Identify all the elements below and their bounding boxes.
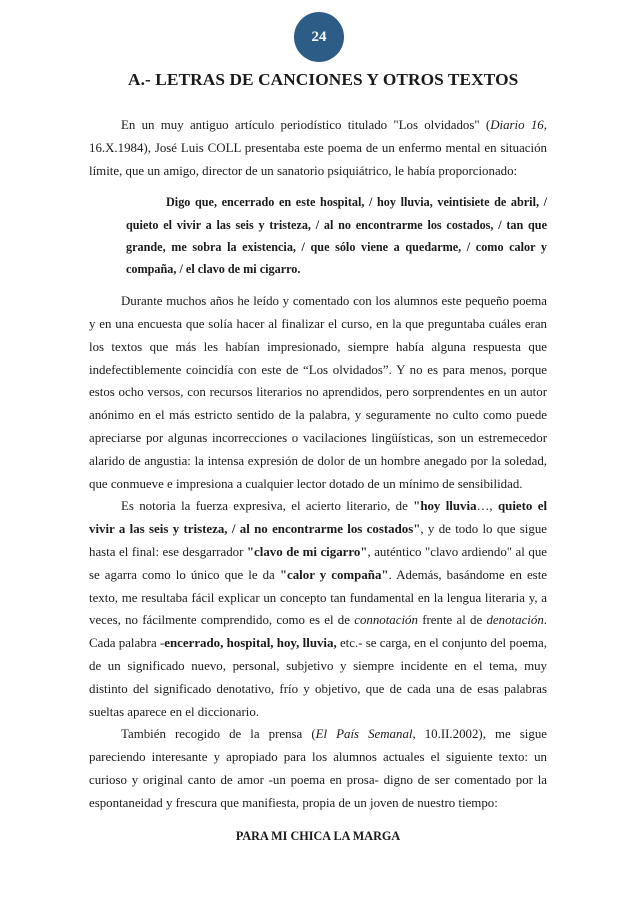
paragraph-4 <box>89 723 547 814</box>
section-heading: A.- LETRAS DE CANCIONES Y OTROS TEXTOS <box>128 70 519 89</box>
p3-k: frente al de <box>417 613 487 628</box>
p1-source: Diario 16 <box>490 118 544 132</box>
p4-source: El País Semanal <box>315 727 413 742</box>
paragraph-1 <box>89 114 547 182</box>
p3-a: Es notoria la fuerza expresiva, el acierto literario, de <box>121 499 414 514</box>
p1-text-a: En un muy antiguo artículo periodístico titulado "Los olvidados" ( <box>121 118 491 132</box>
p1-text-c: , 16.X.1984), José Luis COLL presentaba este poema de un enfermo mental en situación límite, que un amigo, director de un sanatorio psiquiátrico, le había proporcionado: <box>89 118 547 178</box>
p3-d: quieto el vivir a las seis y tristeza, / al no encontrarme los costados" <box>89 499 548 537</box>
body-text <box>89 114 547 847</box>
p3-m: . Cada palabra - <box>89 613 547 651</box>
p3-i: . Además, basándome en este texto, me resultaba fácil explicar un concepto tan fundamental en la lengua literaria y, a veces, no fácilmente comprendido, como es el de <box>89 567 547 628</box>
p3-h: "calor y compaña" <box>279 567 389 582</box>
paragraph-2: Durante muchos años he leído y comentado con los alumnos este pequeño poema y en una encuesta que solía hacer al finalizar el curso, en la que preguntaba cuáles eran los textos que más les habían impresionado, siempre había alguna respuesta que indefectiblemente coincidía con este de “Los olvidados”. Y no es para menos, porque estos ocho versos, con recursos literarios no aprendidos, pero sorprendentes en un autor anónimo en el más estricto sentido de la palabra, y seguramente no culto como puede apreciarse por algunas incorrecciones o vacilaciones lingüísticas, son un estremecedor alarido de angustia: la intensa expresión de dolor de un hombre anegado por la soledad, que conmueve e impresiona a cualquier lector dotado de un mínimo de sensibilidad. <box>89 294 547 491</box>
poem-title: PARA MI CHICA LA MARGA <box>235 828 401 843</box>
p4-a: También recogido de la prensa ( <box>121 727 316 742</box>
p4-c: , 10.II.2002), me sigue pareciendo interesante y apropiado para los alumnos actuales el siguiente texto: un curioso y original canto de amor -un poema en prosa- digno de ser comentado por la espontaneidad y frescura que manifiesta, propia de un joven de nuestro tiempo: <box>89 727 547 810</box>
p3-e: , y de todo lo que sigue hasta el final: ese desgarrador <box>89 522 547 559</box>
p3-n: encerrado, hospital, hoy, lluvia, <box>164 636 337 651</box>
poem-quote: Digo que, encerrado en este hospital, / hoy lluvia, veintisiete de abril, / quieto el vivir a las seis y tristeza, / al no encontrarme los costados, / tan que grande, me sobra la existencia, / que sólo viene a quedarme, / como calor y compaña, / el clavo de mi cigarro. <box>126 195 547 276</box>
p3-j: connotación <box>354 613 418 628</box>
p3-c: …, <box>476 499 498 514</box>
p3-g: , auténtico "clavo ardiendo" al que se agarra como lo único que le da <box>89 544 547 582</box>
p3-f: "clavo de mi cigarro" <box>246 544 368 559</box>
paragraph-3 <box>89 495 547 723</box>
page-number-badge: 24 <box>294 12 344 62</box>
p3-l: denotación <box>486 613 544 628</box>
p3-o: etc.- se carga, en el conjunto del poema, de un significado nuevo, personal, subjetivo y siempre incidente en el tema, muy distinto del significado denotativo, frío y objetivo, que de cada una de esas palabras sueltas aparece en el diccionario. <box>89 636 547 719</box>
p3-b: "hoy lluvia <box>413 499 477 514</box>
